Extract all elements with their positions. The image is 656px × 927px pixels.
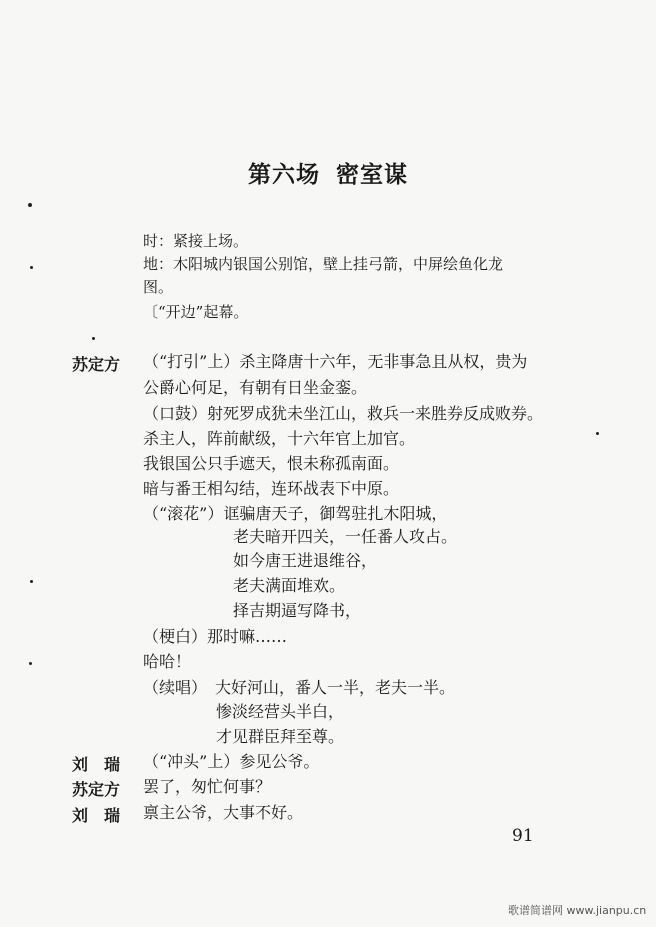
stage-direction-curtain: 〔“开边”起幕。	[143, 303, 249, 321]
scene-title-sub: 密室谋	[336, 162, 408, 188]
speaker-label: 刘 瑞	[72, 806, 121, 825]
scan-speck	[30, 266, 33, 269]
dialogue-line: 我银国公只手遮天，恨未称孤南面。	[143, 454, 400, 473]
dialogue-line: 哈哈！	[143, 652, 192, 671]
dialogue-line: 老夫满面堆欢。	[233, 576, 346, 595]
dialogue-line: 择吉期逼写降书，	[233, 601, 362, 620]
dialogue-line: （口鼓）射死罗成犹未坐江山，救兵一来胜券反成败券。	[143, 404, 544, 423]
dialogue-line: 杀主人，阵前献级，十六年官上加官。	[143, 429, 416, 448]
speaker-label: 苏定方	[72, 780, 121, 799]
speaker-label: 苏定方	[72, 355, 121, 374]
stage-direction-time: 时：紧接上场。	[143, 232, 249, 250]
scan-speck	[29, 662, 32, 665]
watermark: 歌谱简谱网 www.jianpu.cn	[508, 904, 647, 917]
dialogue-line: 如今唐王进退维谷，	[233, 551, 378, 570]
scan-speck	[28, 203, 32, 207]
stage-direction-place-cont: 图。	[143, 278, 174, 296]
stage-direction-place: 地：木阳城内银国公别馆，壁上挂弓箭，中屏绘鱼化龙	[143, 255, 504, 273]
scan-speck	[596, 432, 599, 435]
dialogue-line: （续唱） 大好河山，番人一半，老夫一半。	[143, 678, 456, 697]
dialogue-line: 罢了，匆忙何事？	[143, 777, 272, 796]
dialogue-line: 惨淡经营头半白，	[216, 702, 345, 721]
scan-speck	[30, 580, 33, 583]
scan-speck	[92, 337, 95, 340]
scene-title-main: 第六场	[248, 162, 320, 188]
speaker-label: 刘 瑞	[72, 755, 121, 774]
dialogue-line: （“滚花”）诓骗唐天子，御驾驻扎木阳城，	[143, 504, 448, 523]
dialogue-line: 公爵心何足，有朝有日坐金銮。	[143, 378, 368, 397]
dialogue-line: （“冲头”上）参见公爷。	[143, 752, 320, 771]
dialogue-line: （梗白）那时嘛……	[143, 627, 288, 646]
dialogue-line: （“打引”上）杀主降唐十六年，无非事急且从权，贵为	[143, 352, 528, 371]
dialogue-line: 禀主公爷，大事不好。	[143, 803, 304, 822]
dialogue-line: 老夫暗开四关，一任番人攻占。	[233, 527, 458, 546]
dialogue-line: 暗与番王相勾结，连环战表下中原。	[143, 479, 400, 498]
page-number: 91	[512, 826, 534, 846]
scene-title	[0, 156, 656, 189]
dialogue-line: 才见群臣拜至尊。	[216, 727, 345, 746]
